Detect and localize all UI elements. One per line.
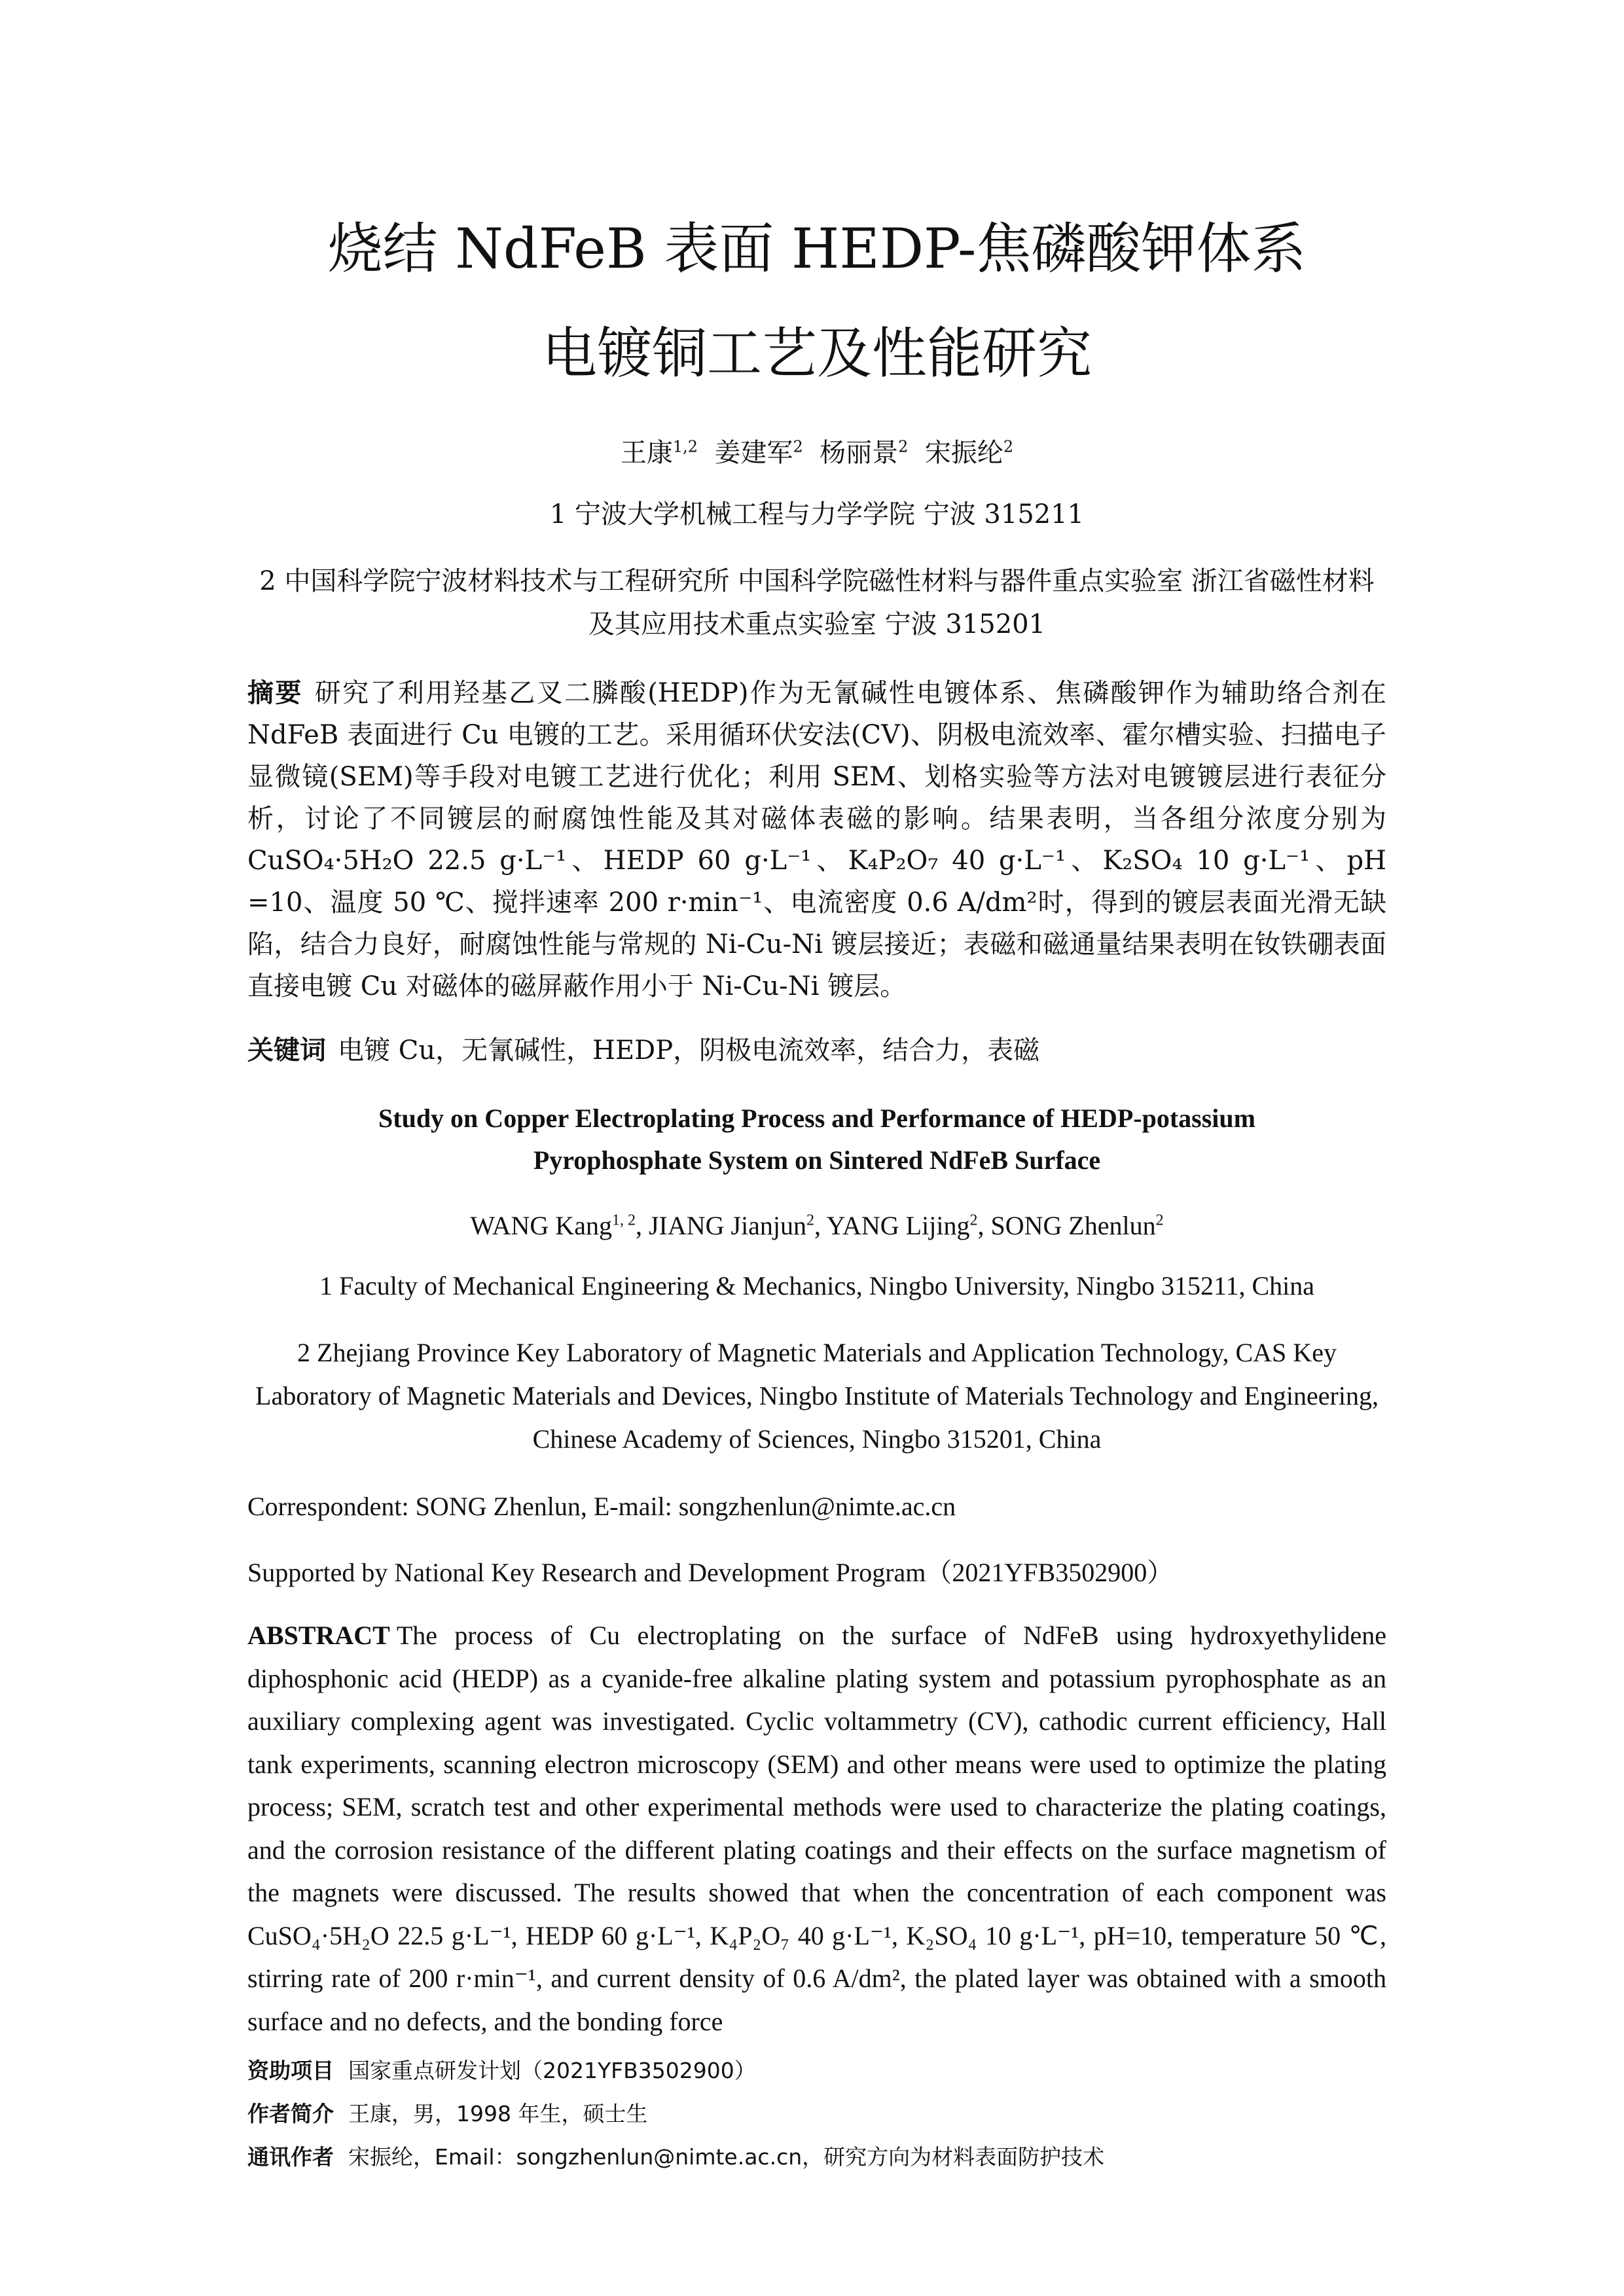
abstract-en xyxy=(247,1614,1386,2043)
abstract-cn xyxy=(247,672,1386,1007)
title-en-line-2: Pyrophosphate System on Sintered NdFeB Surface xyxy=(533,1145,1101,1175)
author-affiliation-mark: 1, 2 xyxy=(611,1211,636,1229)
footnote-corr-label: 通讯作者 xyxy=(247,2144,334,2170)
footnote-funding-text: 国家重点研发计划（2021YFB3502900） xyxy=(348,2058,756,2083)
author-list-cn xyxy=(247,432,1386,469)
footnote-funding xyxy=(247,2049,1386,2092)
affiliation-en-1: 1 Faculty of Mechanical Engineering & Mechanics, Ningbo University, Ningbo 315211, China xyxy=(319,1271,1315,1300)
footnote-author-text: 王康，男，1998 年生，硕士生 xyxy=(348,2101,648,2126)
support-en: Supported by National Key Research and Development Program（2021YFB3502900） xyxy=(247,1558,1174,1587)
author-affiliation-mark: 2 xyxy=(969,1211,978,1229)
footnote-author-label: 作者简介 xyxy=(247,2101,334,2126)
paper-title-cn xyxy=(247,196,1386,406)
footnotes xyxy=(247,2049,1386,2179)
affiliation-cn-1: 1 宁波大学机械工程与力学学院 宁波 315211 xyxy=(549,499,1085,529)
title-line-2: 电镀铜工艺及性能研究 xyxy=(541,321,1092,386)
author-name: , SONG Zhenlun xyxy=(977,1211,1156,1240)
footnote-corresponding xyxy=(247,2136,1386,2179)
author-name: 王康 xyxy=(620,438,673,468)
author-list-en xyxy=(247,1210,1386,1241)
abstract-cn-text: 研究了利用羟基乙叉二膦酸(HEDP)作为无氰碱性电镀体系、焦磷酸钾作为辅助络合剂在 NdFeB 表面进行 Cu 电镀的工艺。采用循环伏安法(CV)、阴极电流效率、霍尔槽实验、扫描电子显微镜(SEM)等手段对电镀工艺进行优化；利用 SEM、划格实验等方法对电镀镀层进行表征分析，讨论了不同镀层的耐腐蚀性能及其对磁体表磁的影响。结果表明，当各组分浓度分别为 CuSO₄·5H₂O 22.5 g·L⁻¹、HEDP 60 g·L⁻¹、K₄P₂O₇ 40 g·L⁻¹、K₂SO₄ 10 g·L⁻¹、pH =10、温度 50 ℃、搅拌速率 200 r·min⁻¹、电流密度 0.6 A/dm²时，得到的镀层表面光滑无缺陷，结合力良好，耐腐蚀性能与常规的 Ni-Cu-Ni 镀层接近；表磁和磁通量结果表明在钕铁硼表面直接电镀 Cu 对磁体的磁屏蔽作用小于 Ni-Cu-Ni 镀层。 xyxy=(247,678,1387,1001)
correspondent-en: Correspondent: SONG Zhenlun, E-mail: songzhenlun@nimte.ac.cn xyxy=(247,1492,956,1521)
footnote-author xyxy=(247,2092,1386,2136)
author-affiliation-mark: 2 xyxy=(1155,1211,1164,1229)
paper-page xyxy=(247,196,1386,2179)
author-name: , JIANG Jianjun xyxy=(635,1211,807,1240)
footnote-corr-text: 宋振纶，Email：songzhenlun@nimte.ac.cn，研究方向为材料表面防护技术 xyxy=(348,2144,1105,2170)
paper-title-en xyxy=(247,1098,1386,1181)
author-name: WANG Kang xyxy=(470,1211,612,1240)
title-line-1: 烧结 NdFeB 表面 HEDP-焦磷酸钾体系 xyxy=(327,217,1307,281)
author-name: 姜建军 xyxy=(714,438,793,468)
author-name: , YANG Lijing xyxy=(814,1211,970,1240)
author-name: 宋振纶 xyxy=(924,438,1003,468)
keywords-cn xyxy=(247,1030,1386,1071)
author-affiliation-mark: 2 xyxy=(793,437,803,456)
author-name: 杨丽景 xyxy=(820,438,899,468)
keywords-cn-label: 关键词 xyxy=(247,1035,326,1066)
abstract-en-label: ABSTRACT xyxy=(247,1621,390,1650)
keywords-cn-text: 电镀 Cu，无氰碱性，HEDP，阴极电流效率，结合力，表磁 xyxy=(338,1035,1040,1066)
abstract-en-text: The process of Cu electroplating on the surface of NdFeB using hydroxyethylidene diphosphonic acid (HEDP) as a cyanide-free alkaline plating system and potassium pyrophosphate as an auxiliary complexing agent was investigated. Cyclic voltammetry (CV), cathodic current efficiency, Hall tank experiments, scanning electron microscopy (SEM) and other means were used to optimize the plating process; SEM, scratch test and other experimental methods were used to characterize the plating coatings, and the corrosion resistance of the different plating coatings and their effects on the surface magnetism of the magnets were discussed. The results showed that when the concentration of each component was CuSO₄·5H₂O 22.5 g·L⁻¹, HEDP 60 g·L⁻¹, K₄P₂O₇ 40 g·L⁻¹, K₂SO₄ 10 g·L⁻¹, pH=10, temperature 50 ℃, stirring rate of 200 r·min⁻¹, and current density of 0.6 A/dm², the plated layer was obtained with a smooth surface and no defects, and the bonding force xyxy=(247,1621,1386,2036)
author-affiliation-mark: 2 xyxy=(1003,437,1014,456)
author-affiliation-mark: 2 xyxy=(806,1211,815,1229)
author-affiliation-mark: 2 xyxy=(898,437,909,456)
footnote-funding-label: 资助项目 xyxy=(247,2058,334,2083)
affiliation-en-2: 2 Zhejiang Province Key Laboratory of Magnetic Materials and Application Technology, CAS Key Laboratory of Magnetic Materials and Devices, Ningbo Institute of Materials Technology and Engineering, Chinese Academy of Sciences, Ningbo 315201, China xyxy=(255,1338,1379,1454)
abstract-cn-label: 摘要 xyxy=(247,677,303,708)
title-en-line-1: Study on Copper Electroplating Process and Performance of HEDP-potassium xyxy=(378,1103,1255,1133)
affiliation-cn-2: 2 中国科学院宁波材料技术与工程研究所 中国科学院磁性材料与器件重点实验室 浙江省磁性材料及其应用技术重点实验室 宁波 315201 xyxy=(259,566,1375,639)
author-affiliation-mark: 1,2 xyxy=(672,437,698,456)
